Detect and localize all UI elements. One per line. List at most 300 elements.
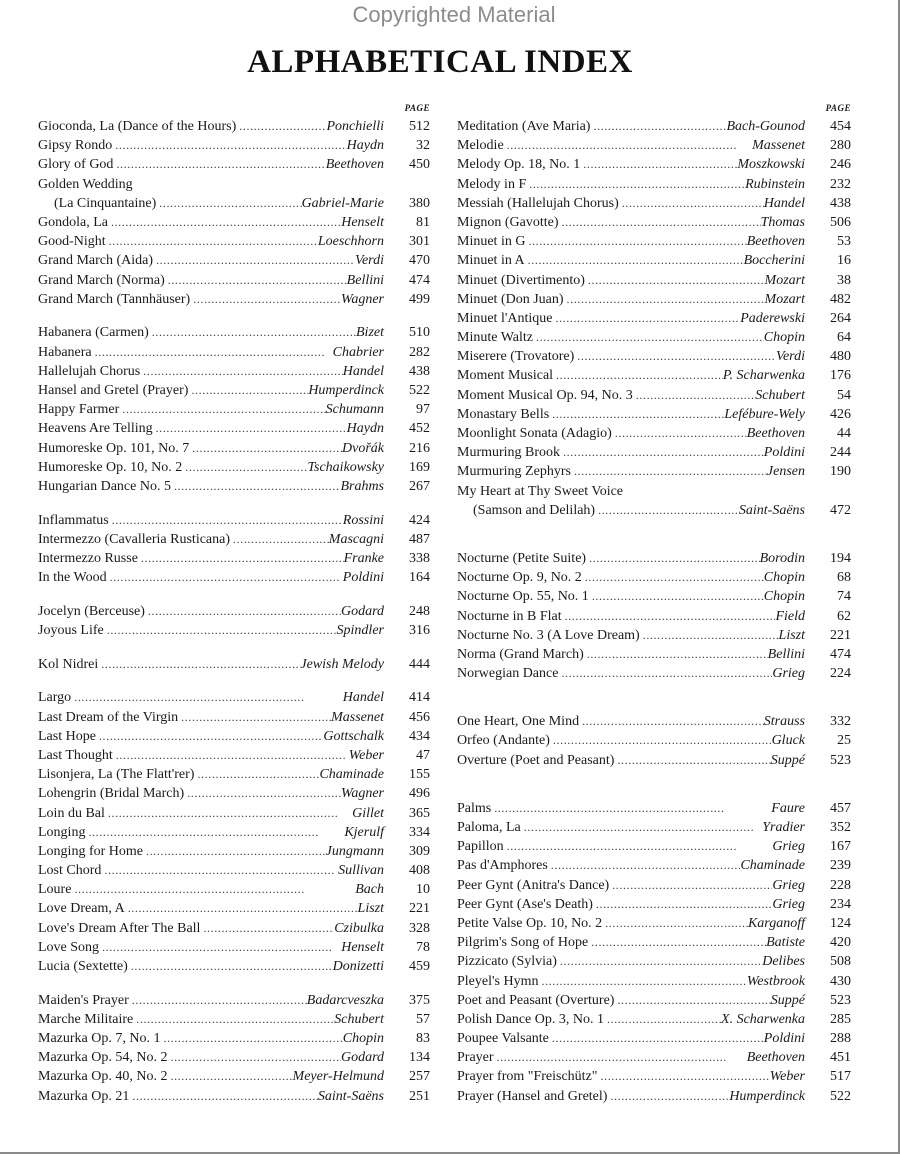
- entry-page-number: 176: [830, 368, 851, 384]
- entry-composer: Saint-Saëns: [317, 1088, 384, 1104]
- entry-page-number: 285: [830, 1011, 851, 1027]
- entry-title: Nocturne Op. 9, No. 2: [457, 570, 582, 586]
- entry-title: Good-Night: [38, 234, 106, 250]
- entry-title: Golden Wedding: [38, 176, 133, 192]
- index-entry: [38, 784, 430, 803]
- index-entry: [457, 933, 851, 952]
- entry-page-number: 482: [830, 291, 851, 307]
- entry-page-number: 487: [409, 531, 430, 547]
- dot-leader: [113, 746, 349, 765]
- index-entry: [457, 856, 851, 875]
- entry-title: Nocturne (Petite Suite): [457, 550, 587, 566]
- entry-page-number: 97: [416, 402, 430, 418]
- entry-composer: Godard: [340, 603, 384, 619]
- dot-leader: [579, 712, 764, 731]
- index-entry: [457, 290, 851, 309]
- entry-title: Palms: [457, 800, 492, 816]
- entry-page-number: 430: [830, 973, 851, 989]
- entry-title: Prayer (Hansel and Gretel): [457, 1088, 608, 1104]
- entry-composer: Tschaikowsky: [307, 459, 384, 475]
- entry-composer: Bellini: [346, 272, 384, 288]
- entry-composer: Verdi: [354, 253, 384, 269]
- entry-page-number: 508: [830, 954, 851, 970]
- entry-title: Monastary Bells: [457, 406, 550, 422]
- entry-composer: Franke: [343, 550, 384, 566]
- section-spacer: [38, 976, 430, 991]
- index-entry: [457, 731, 851, 750]
- entry-composer: Kjerulf: [344, 824, 384, 840]
- dot-leader: [200, 919, 334, 938]
- index-entry: [457, 587, 851, 606]
- entry-composer: Donizetti: [332, 959, 384, 974]
- entry-page-number: 155: [409, 767, 430, 783]
- entry-page-number: 54: [837, 387, 851, 403]
- entry-title: Moonlight Sonata (Adagio): [457, 426, 612, 441]
- entry-page-number: 438: [830, 195, 851, 211]
- entry-composer: Thomas: [760, 214, 805, 230]
- dot-leader: [98, 655, 300, 674]
- index-entry: [457, 1010, 851, 1029]
- index-entry: [38, 746, 430, 765]
- entry-page-number: 81: [416, 214, 430, 230]
- index-entry: [38, 477, 430, 496]
- index-entry: [457, 213, 851, 232]
- entry-page-number: 32: [416, 138, 430, 154]
- entry-page-number: 480: [830, 349, 851, 365]
- index-entry: [38, 155, 430, 174]
- dot-leader: [194, 765, 319, 784]
- entry-composer: Field: [775, 608, 805, 624]
- entry-composer: Weber: [348, 747, 384, 763]
- entry-title: Pleyel's Hymn: [457, 973, 539, 989]
- index-entry: [38, 880, 430, 899]
- dot-leader: [85, 823, 344, 842]
- entry-composer: Verdi: [775, 349, 805, 365]
- entry-composer: Schubert: [755, 387, 805, 403]
- dot-leader: [604, 1010, 721, 1029]
- dot-leader: [189, 439, 342, 458]
- entry-composer: Grieg: [772, 896, 805, 912]
- entry-composer: Loeschhorn: [317, 234, 384, 250]
- entry-title: Hansel and Gretel (Prayer): [38, 382, 189, 398]
- index-entry: [38, 1067, 430, 1086]
- dot-leader: [105, 804, 352, 823]
- index-entry: [457, 501, 851, 520]
- dot-leader: [585, 271, 765, 290]
- section-spacer: [38, 309, 430, 324]
- dot-leader: [143, 842, 326, 861]
- entry-title: Minuet in G: [457, 234, 526, 250]
- entry-title: Lohengrin (Bridal March): [38, 786, 185, 802]
- dot-leader: [593, 895, 772, 914]
- entry-title: Nocturne No. 3 (A Love Dream): [457, 627, 640, 643]
- entry-title: Moment Musical: [457, 368, 554, 384]
- index-entry: [38, 136, 430, 155]
- entry-title: Inflammatus: [38, 512, 109, 528]
- entry-title: Murmuring Brook: [457, 445, 561, 461]
- dot-leader: [571, 462, 767, 481]
- entry-page-number: 169: [409, 459, 430, 475]
- dot-leader: [526, 175, 745, 194]
- entry-composer: Chabrier: [332, 344, 384, 360]
- entry-page-number: 523: [830, 992, 851, 1008]
- dot-leader: [588, 933, 766, 952]
- entry-page-number: 459: [409, 959, 430, 974]
- page-title: ALPHABETICAL INDEX: [247, 44, 633, 80]
- entry-composer: X. Scharwenka: [721, 1011, 805, 1027]
- entry-composer: Jewish Melody: [300, 656, 384, 672]
- entry-page-number: 434: [409, 728, 430, 744]
- entry-title: Mazurka Op. 40, No. 2: [38, 1069, 168, 1085]
- dot-leader: [113, 155, 325, 174]
- dot-leader: [491, 799, 771, 818]
- entry-composer: Suppé: [770, 752, 805, 768]
- entry-page-number: 450: [409, 157, 430, 173]
- dot-leader: [145, 602, 341, 621]
- dot-leader: [101, 861, 338, 880]
- index-entry: [38, 602, 430, 621]
- entry-title: Happy Farmer: [38, 402, 120, 418]
- entry-composer: Paderewski: [740, 310, 805, 326]
- index-entry: [38, 343, 430, 362]
- entry-page-number: 472: [830, 502, 851, 518]
- dot-leader: [167, 1048, 340, 1067]
- entry-composer: Dvořák: [342, 440, 384, 456]
- index-entry: [38, 419, 430, 438]
- entry-page-number: 352: [830, 820, 851, 835]
- entry-title: Mazurka Op. 54, No. 2: [38, 1050, 168, 1066]
- entry-composer: Humperdinck: [729, 1088, 805, 1104]
- entry-composer: Beethoven: [746, 1050, 805, 1066]
- index-entry: [38, 1048, 430, 1067]
- entry-composer: Wagner: [340, 291, 384, 307]
- entry-composer: Lefébure-Wely: [724, 406, 805, 422]
- index-entry: [457, 424, 851, 443]
- dot-leader: [504, 837, 773, 856]
- index-entry: [38, 232, 430, 251]
- entry-composer: Spindler: [336, 623, 384, 638]
- page-column-header: PAGE: [404, 103, 430, 113]
- entry-composer: Haydn: [346, 138, 384, 154]
- entry-composer: Rossini: [342, 512, 384, 528]
- entry-title: Lost Chord: [38, 863, 102, 879]
- entry-title: Mazurka Op. 7, No. 1: [38, 1031, 161, 1047]
- entry-title: Marche Militaire: [38, 1011, 134, 1027]
- entry-title: Humoreske Op. 10, No. 2: [38, 459, 183, 475]
- entry-composer: Massenet: [331, 709, 384, 725]
- entry-page-number: 457: [830, 800, 851, 816]
- index-entry: [457, 271, 851, 290]
- entry-page-number: 451: [830, 1050, 851, 1066]
- entry-composer: Beethoven: [746, 234, 805, 250]
- index-entry: [457, 799, 851, 818]
- entry-composer: Westbrook: [746, 973, 805, 989]
- dot-leader: [230, 530, 329, 549]
- index-entry: [457, 1067, 851, 1086]
- entry-page-number: 167: [830, 839, 851, 855]
- index-entry: [457, 232, 851, 251]
- entry-composer: Bach-Gounod: [726, 119, 805, 134]
- entry-composer: Henselt: [341, 939, 384, 955]
- dot-leader: [619, 194, 764, 213]
- entry-composer: Mozart: [764, 291, 805, 307]
- entry-title: Hungarian Dance No. 5: [38, 478, 171, 494]
- entry-composer: Chopin: [763, 570, 805, 586]
- entry-page-number: 62: [837, 608, 851, 624]
- dot-leader: [71, 688, 343, 707]
- page-column-header: PAGE: [825, 103, 851, 113]
- index-entry: [38, 213, 430, 232]
- entry-title: Orfeo (Andante): [457, 733, 550, 749]
- entry-title: Prayer from "Freischütz": [457, 1069, 598, 1085]
- dot-leader: [153, 419, 347, 438]
- index-entry: [38, 568, 430, 587]
- entry-composer: Bizet: [356, 325, 384, 341]
- entry-page-number: 251: [409, 1088, 430, 1104]
- index-entry: [457, 1029, 851, 1048]
- entry-page-number: 47: [416, 747, 430, 763]
- entry-page-number: 248: [409, 603, 430, 619]
- entry-composer: Beethoven: [746, 426, 805, 441]
- index-entry: [457, 405, 851, 424]
- entry-composer: Gabriel-Marie: [301, 195, 384, 211]
- entry-title: Mazurka Op. 21: [38, 1088, 130, 1104]
- entry-page-number: 496: [409, 786, 430, 802]
- entry-page-number: 239: [830, 858, 851, 874]
- index-entry: [38, 688, 430, 707]
- entry-title: (Samson and Delilah): [473, 502, 596, 518]
- entry-page-number: 380: [409, 195, 430, 211]
- entry-title: Loure: [38, 882, 72, 898]
- dot-leader: [640, 626, 779, 645]
- index-entry: [38, 727, 430, 746]
- dot-leader: [504, 136, 752, 155]
- index-entry: [38, 549, 430, 568]
- entry-title: Love Dream, A: [38, 901, 125, 917]
- dot-leader: [167, 1067, 292, 1086]
- entry-title: Mignon (Gavotte): [457, 214, 559, 230]
- index-entry: [457, 818, 851, 837]
- index-list: [38, 117, 430, 1106]
- dot-leader: [552, 309, 740, 328]
- entry-title: Minuet l'Antique: [457, 310, 553, 326]
- dot-leader: [138, 549, 344, 568]
- entry-title: Lucia (Sextette): [38, 959, 128, 974]
- entry-title: Humoreske Op. 101, No. 7: [38, 440, 190, 456]
- entry-page-number: 444: [409, 656, 430, 672]
- entry-page-number: 78: [416, 939, 430, 955]
- index-entry: [457, 117, 851, 136]
- index-entry: [38, 1087, 430, 1106]
- dot-leader: [107, 568, 343, 587]
- entry-page-number: 454: [830, 119, 851, 134]
- entry-title: Intermezzo (Cavalleria Rusticana): [38, 531, 231, 547]
- entry-composer: Chopin: [342, 1031, 384, 1047]
- index-entry: [457, 1048, 851, 1067]
- section-spacer: [38, 496, 430, 511]
- index-entry: [457, 991, 851, 1010]
- entry-page-number: 517: [830, 1069, 851, 1085]
- dot-leader: [564, 290, 765, 309]
- entry-title: Minuet in A: [457, 253, 525, 269]
- index-entry: [38, 938, 430, 957]
- entry-page-number: 426: [830, 406, 851, 422]
- dot-leader: [109, 511, 343, 530]
- entry-page-number: 424: [409, 512, 430, 528]
- dot-leader: [533, 328, 764, 347]
- index-entry: [457, 251, 851, 270]
- dot-leader: [550, 731, 772, 750]
- dot-leader: [525, 232, 746, 251]
- entry-page-number: 16: [837, 253, 851, 269]
- index-entry: [457, 751, 851, 770]
- entry-composer: Liszt: [357, 901, 384, 917]
- index-entry: [38, 400, 430, 419]
- index-entry: [457, 443, 851, 462]
- entry-title: In the Wood: [38, 570, 107, 586]
- entry-page-number: 328: [409, 920, 430, 936]
- dot-leader: [589, 587, 764, 606]
- entry-composer: Boccherini: [743, 253, 805, 269]
- index-entry: [457, 386, 851, 405]
- index-entry: [457, 645, 851, 664]
- entry-page-number: 438: [409, 363, 430, 379]
- entry-title: One Heart, One Mind: [457, 714, 580, 730]
- dot-leader: [188, 381, 308, 400]
- index-entry: [457, 1087, 851, 1106]
- entry-title: Longing: [38, 824, 86, 840]
- dot-leader: [149, 323, 356, 342]
- entry-page-number: 57: [416, 1011, 430, 1027]
- dot-leader: [160, 1029, 342, 1048]
- entry-page-number: 53: [837, 234, 851, 250]
- entry-title: Petite Valse Op. 10, No. 2: [457, 915, 603, 931]
- entry-page-number: 164: [409, 570, 430, 586]
- entry-page-number: 316: [409, 623, 430, 638]
- entry-title: Last Thought: [38, 747, 113, 763]
- index-entry: [38, 957, 430, 976]
- dot-leader: [538, 972, 746, 991]
- entry-page-number: 246: [830, 157, 851, 173]
- dot-leader: [156, 194, 301, 213]
- entry-title: Longing for Home: [38, 843, 143, 859]
- entry-composer: Massenet: [752, 138, 805, 154]
- entry-composer: Czibulka: [334, 920, 384, 936]
- index-entry: [457, 972, 851, 991]
- entry-composer: Poldini: [763, 1031, 805, 1047]
- entry-title: Norwegian Dance: [457, 666, 559, 682]
- index-entry: [457, 952, 851, 971]
- dot-leader: [99, 938, 341, 957]
- dot-leader: [153, 251, 355, 270]
- entry-composer: Godard: [340, 1050, 384, 1066]
- entry-title: Overture (Poet and Peasant): [457, 752, 615, 768]
- entry-page-number: 499: [409, 291, 430, 307]
- entry-page-number: 221: [830, 627, 851, 643]
- index-entry: [38, 1010, 430, 1029]
- entry-title: Heavens Are Telling: [38, 421, 153, 437]
- entry-page-number: 280: [830, 138, 851, 154]
- dot-leader: [133, 1010, 334, 1029]
- entry-page-number: 365: [409, 805, 430, 821]
- dot-leader: [108, 213, 341, 232]
- entry-page-number: 228: [830, 877, 851, 893]
- entry-title: Minuet (Divertimento): [457, 272, 585, 288]
- entry-title: Love Song: [38, 939, 100, 955]
- index-column-left: [38, 103, 430, 1106]
- index-entry: [457, 895, 851, 914]
- index-entry: [457, 194, 851, 213]
- entry-title: Messiah (Hallelujah Chorus): [457, 195, 619, 211]
- dot-leader: [525, 251, 744, 270]
- entry-page-number: 38: [837, 272, 851, 288]
- entry-title: Melody in F: [457, 176, 527, 192]
- entry-title: Pizzicato (Sylvia): [457, 954, 557, 970]
- entry-composer: Yradier: [762, 820, 805, 835]
- entry-composer: Karganoff: [747, 915, 805, 931]
- entry-composer: Mascagni: [328, 531, 384, 547]
- dot-leader: [607, 1087, 729, 1106]
- dot-leader: [125, 899, 358, 918]
- entry-title: Last Dream of the Virgin: [38, 709, 179, 725]
- index-entry: [38, 655, 430, 674]
- entry-page-number: 282: [409, 344, 430, 360]
- entry-composer: Brahms: [340, 478, 384, 494]
- entry-composer: Batiste: [766, 935, 805, 951]
- entry-title: Jocelyn (Berceuse): [38, 603, 145, 619]
- entry-composer: Delibes: [762, 954, 805, 970]
- entry-page-number: 522: [830, 1088, 851, 1104]
- index-entry: [457, 347, 851, 366]
- entry-title: Polish Dance Op. 3, No. 1: [457, 1011, 604, 1027]
- index-entry: [38, 290, 430, 309]
- dot-leader: [614, 991, 770, 1010]
- entry-title: Habanera: [38, 344, 92, 360]
- index-entry: [457, 309, 851, 328]
- entry-title: Gioconda, La (Dance of the Hours): [38, 119, 237, 134]
- entry-composer: Moszkowski: [737, 157, 805, 173]
- index-entry: [38, 175, 430, 194]
- entry-composer: Grieg: [772, 839, 805, 855]
- entry-title: Gondola, La: [38, 214, 108, 230]
- entry-title: Minute Waltz: [457, 330, 533, 346]
- index-entry: [457, 914, 851, 933]
- dot-leader: [549, 405, 724, 424]
- entry-page-number: 408: [409, 863, 430, 879]
- index-entry: [457, 568, 851, 587]
- entry-composer: Mozart: [764, 272, 805, 288]
- entry-composer: Bellini: [767, 646, 805, 662]
- dot-leader: [548, 856, 741, 875]
- entry-page-number: 452: [409, 421, 430, 437]
- dot-leader: [96, 727, 323, 746]
- entry-composer: Bach: [355, 882, 384, 898]
- entry-title: Peer Gynt (Anitra's Dance): [457, 877, 610, 893]
- index-entry: [457, 482, 851, 501]
- index-entry: [457, 462, 851, 481]
- index-entry: [38, 765, 430, 784]
- entry-composer: P. Scharwenka: [722, 368, 805, 384]
- dot-leader: [182, 458, 307, 477]
- entry-page-number: 414: [409, 690, 430, 706]
- dot-leader: [584, 645, 768, 664]
- entry-composer: Suppé: [770, 992, 805, 1008]
- entry-composer: Weber: [769, 1069, 805, 1085]
- dot-leader: [560, 443, 764, 462]
- entry-title: Nocturne in B Flat: [457, 608, 562, 624]
- copyright-watermark: Copyrighted Material: [352, 2, 556, 27]
- entry-title: Kol Nidrei: [38, 656, 99, 672]
